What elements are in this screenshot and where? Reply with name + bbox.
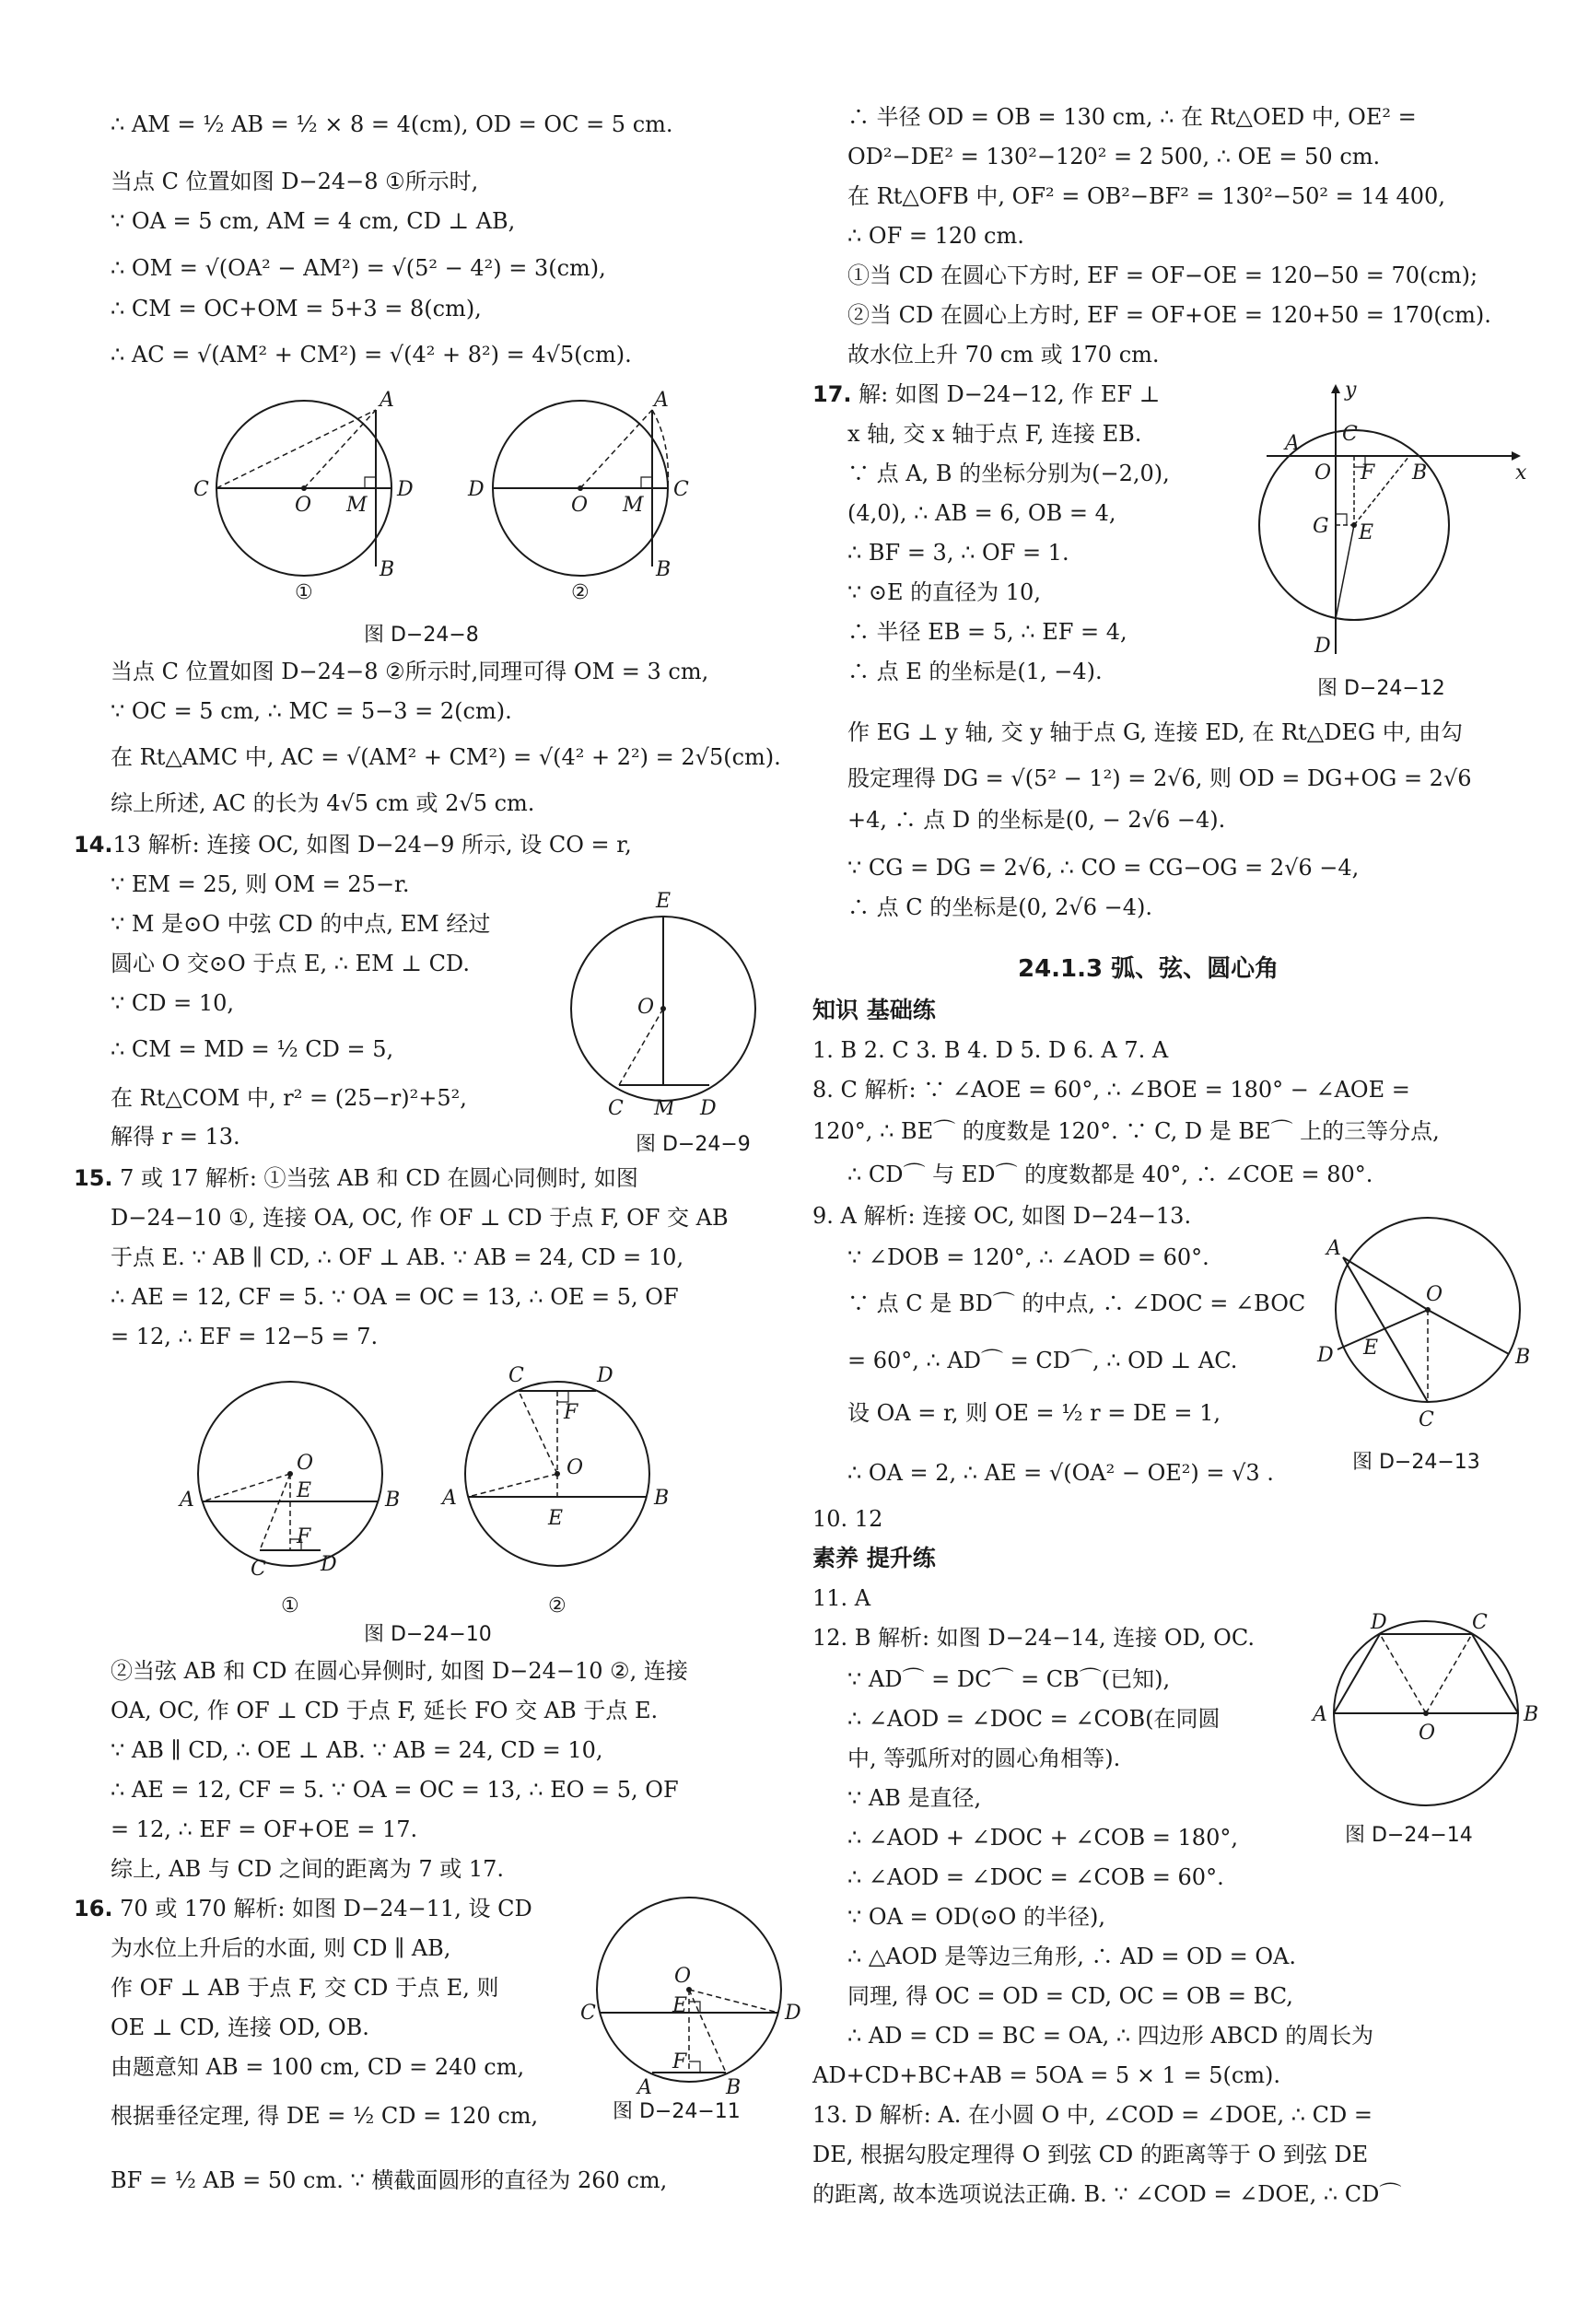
label-A: A: [637, 2076, 652, 2099]
text-line: ∴ ∠AOD = ∠DOC = ∠COB(在同圆: [847, 1706, 1221, 1732]
text-line: ∴ ∠AOD + ∠DOC + ∠COB = 180°,: [847, 1825, 1238, 1851]
text-line: ∴ CM = OC+OM = 5+3 = 8(cm),: [111, 296, 482, 321]
text-line: 股定理得 DG = √(5² − 1²) = 2√6, 则 OD = DG+OG = 2√6: [847, 765, 1472, 791]
label-E: E: [656, 890, 672, 913]
text-line: ∵ CG = DG = 2√6, ∴ CO = CG−OG = 2√6 −4,: [847, 855, 1360, 881]
label-A: A: [1326, 1237, 1341, 1260]
text-line: D−24−10 ①, 连接 OA, OC, 作 OF ⊥ CD 于点 F, OF 交 AB: [111, 1205, 729, 1231]
figure-caption: 图 D−24−12: [1317, 677, 1445, 700]
text-line: ∴ △AOD 是等边三角形, ∴ AD = OD = OA.: [847, 1944, 1296, 1969]
text-line: ②当 CD 在圆心上方时, EF = OF+OE = 120+50 = 170(cm).: [847, 302, 1491, 328]
figure-caption: 图 D−24−11: [613, 2100, 741, 2123]
text-line: ∵ CD = 10,: [111, 990, 235, 1016]
label-F: F: [672, 2050, 687, 2073]
text-line: OD²−DE² = 130²−120² = 2 500, ∴ OE = 50 cm.: [847, 144, 1381, 169]
circle-1: [178, 1382, 400, 1617]
label-C: C: [580, 2002, 596, 2025]
figure-d-24-10: [166, 1359, 737, 1626]
text-line: 解: 如图 D−24−12, 作 EF ⊥: [851, 381, 1161, 407]
label-A: A: [380, 389, 394, 412]
text-line: 8. C 解析: ∵ ∠AOE = 60°, ∴ ∠BOE = 180° − ∠AOE =: [812, 1077, 1410, 1103]
label-E: E: [1363, 1337, 1379, 1360]
text-line: ∴ AE = 12, CF = 5. ∵ OA = OC = 13, ∴ OE = 5, OF: [111, 1284, 679, 1310]
label-C: C: [251, 1558, 266, 1581]
text-line: ∵ OC = 5 cm, ∴ MC = 5−3 = 2(cm).: [111, 698, 512, 724]
label-D: D: [468, 478, 485, 501]
text-line: ①当 CD 在圆心下方时, EF = OF−OE = 120−50 = 70(cm);: [847, 263, 1478, 288]
text-line: +4, ∴ 点 D 的坐标是(0, − 2√6 −4).: [847, 807, 1226, 833]
text-line: 由题意知 AB = 100 cm, CD = 240 cm,: [111, 2054, 525, 2080]
text-line: 于点 E. ∵ AB ∥ CD, ∴ OF ⊥ AB. ∵ AB = 24, CD = 10,: [111, 1244, 684, 1270]
text-line: 故水位上升 70 cm 或 170 cm.: [847, 342, 1160, 368]
text-line: 当点 C 位置如图 D−24−8 ①所示时,: [111, 169, 479, 194]
figure-d-24-14: [1313, 1611, 1539, 1805]
text-line: ∴ AC = √(AM² + CM²) = √(4² + 8²) = 4√5(cm).: [111, 342, 632, 368]
question-number: 14.: [74, 832, 113, 858]
text-line: ∴ AD = CD = BC = OA, ∴ 四边形 ABCD 的周长为: [847, 2023, 1374, 2049]
text-line: ∴ AE = 12, CF = 5. ∵ OA = OC = 13, ∴ EO = 5, OF: [111, 1777, 679, 1803]
text-line: ∴ BF = 3, ∴ OF = 1.: [847, 540, 1069, 566]
label-C: C: [1342, 423, 1358, 446]
text-line: ∵ 点 A, B 的坐标分别为(−2,0),: [847, 461, 1170, 486]
text-line: ∵ OA = OD(⊙O 的半径),: [847, 1904, 1105, 1930]
text-line: 120°, ∴ BE⌒ 的度数是 120°. ∵ C, D 是 BE⌒ 上的三等分点,: [812, 1118, 1440, 1144]
label-D: D: [1314, 635, 1331, 658]
label-D: D: [700, 1097, 717, 1120]
text-line: 70 或 170 解析: 如图 D−24−11, 设 CD: [112, 1896, 532, 1921]
label-M: M: [623, 494, 644, 517]
figure-d-24-8: [166, 391, 718, 613]
label-E: E: [672, 1994, 688, 2017]
text-line: ∵ ∠DOB = 120°, ∴ ∠AOD = 60°.: [847, 1244, 1209, 1270]
text-line: = 12, ∴ EF = 12−5 = 7.: [111, 1324, 379, 1349]
text-line: 9. A 解析: 连接 OC, 如图 D−24−13.: [812, 1203, 1192, 1229]
text-line: ∴ 半径 EB = 5, ∴ EF = 4,: [847, 619, 1127, 645]
label-O: O: [567, 1456, 584, 1479]
text-line: = 12, ∴ EF = OF+OE = 17.: [111, 1816, 418, 1842]
text-line: 13 解析: 连接 OC, 如图 D−24−9 所示, 设 CO = r,: [112, 832, 632, 858]
label-F: F: [1361, 461, 1375, 485]
label-B: B: [654, 1487, 670, 1510]
text-line: 综上所述, AC 的长为 4√5 cm 或 2√5 cm.: [111, 790, 535, 816]
text-line: BF = ½ AB = 50 cm. ∵ 横截面圆形的直径为 260 cm,: [111, 2167, 668, 2193]
label-B: B: [656, 558, 672, 581]
text-line: ∵ OA = 5 cm, AM = 4 cm, CD ⊥ AB,: [111, 208, 516, 234]
figure-d-24-13: [1317, 1216, 1531, 1437]
label-A: A: [1285, 432, 1300, 455]
label-x: x: [1515, 461, 1527, 485]
label-C: C: [193, 478, 209, 501]
label-E: E: [297, 1479, 312, 1502]
figure-d-24-11: [580, 1898, 801, 2100]
circle-2: [467, 389, 689, 604]
figure-caption: 图 D−24−8: [364, 624, 479, 647]
text-line: ∴ OM = √(OA² − AM²) = √(5² − 4²) = 3(cm),: [111, 255, 606, 281]
text-line: ∴ ∠AOD = ∠DOC = ∠COB = 60°.: [847, 1864, 1224, 1890]
label-B: B: [1515, 1346, 1531, 1369]
sub-label-2: ②: [548, 1594, 567, 1617]
text-line: 设 OA = r, 则 OE = ½ r = DE = 1,: [847, 1400, 1221, 1426]
label-O: O: [637, 996, 655, 1019]
answer-line: 10. 12: [812, 1506, 883, 1532]
question-number: 17.: [812, 381, 852, 407]
text-line: 中, 等弧所对的圆心角相等).: [847, 1746, 1121, 1771]
text-line: 圆心 O 交⊙O 于点 E, ∴ EM ⊥ CD.: [111, 951, 470, 976]
text-line: x 轴, 交 x 轴于点 F, 连接 EB.: [847, 421, 1142, 447]
text-line: 根据垂径定理, 得 DE = ½ CD = 120 cm,: [111, 2103, 539, 2129]
label-O: O: [1426, 1283, 1443, 1306]
label-F: F: [297, 1525, 311, 1548]
text-line: 在 Rt△COM 中, r² = (25−r)²+5²,: [111, 1085, 467, 1111]
label-O: O: [1419, 1722, 1436, 1745]
label-C: C: [1472, 1611, 1488, 1634]
text-line: (4,0), ∴ AB = 6, OB = 4,: [847, 500, 1116, 526]
text-line: ∵ M 是⊙O 中弦 CD 的中点, EM 经过: [111, 911, 491, 937]
sub-label-1: ①: [281, 1594, 299, 1617]
circle-1: [193, 389, 414, 604]
figure-caption: 图 D−24−14: [1345, 1824, 1473, 1847]
label-B: B: [726, 2076, 742, 2099]
text-line: 作 OF ⊥ AB 于点 F, 交 CD 于点 E, 则: [111, 1975, 499, 2001]
label-O: O: [571, 494, 589, 517]
text-line: 作 EG ⊥ y 轴, 交 y 轴于点 G, 连接 ED, 在 Rt△DEG 中, 由勾: [847, 719, 1464, 745]
figure-d-24-9: [562, 884, 765, 1124]
label-O: O: [1314, 461, 1332, 485]
label-E: E: [548, 1507, 564, 1530]
text-line: 12. B 解析: 如图 D−24−14, 连接 OD, OC.: [812, 1625, 1255, 1651]
question-number: 16.: [74, 1896, 113, 1921]
label-D: D: [1371, 1611, 1387, 1634]
text-line: ∴ OF = 120 cm.: [847, 223, 1024, 249]
figure-caption: 图 D−24−13: [1352, 1451, 1480, 1474]
label-A: A: [654, 389, 669, 412]
text-line: OA, OC, 作 OF ⊥ CD 于点 F, 延长 FO 交 AB 于点 E.: [111, 1698, 659, 1723]
figure-d-24-12: [1257, 378, 1529, 663]
label-A: A: [1313, 1703, 1327, 1726]
text-line: 在 Rt△AMC 中, AC = √(AM² + CM²) = √(4² + 2²) = 2√5(cm).: [111, 744, 781, 770]
label-C: C: [608, 1097, 624, 1120]
label-C: C: [673, 478, 689, 501]
label-O: O: [295, 494, 312, 517]
label-B: B: [1412, 461, 1428, 485]
text-line: 在 Rt△OFB 中, OF² = OB²−BF² = 130²−50² = 14 400,: [847, 183, 1445, 209]
text-line: AD+CD+BC+AB = 5OA = 5 × 1 = 5(cm).: [812, 2062, 1281, 2088]
label-B: B: [385, 1489, 401, 1512]
text-line: ∵ 点 C 是 BD⌒ 的中点, ∴ ∠DOC = ∠BOC: [847, 1290, 1306, 1316]
label-F: F: [564, 1401, 578, 1424]
text-line: DE, 根据勾股定理得 O 到弦 CD 的距离等于 O 到弦 DE: [812, 2142, 1369, 2167]
label-O: O: [674, 1965, 692, 1988]
text-line: ∴ CD⌒ 与 ED⌒ 的度数都是 40°, ∴ ∠COE = 80°.: [847, 1162, 1373, 1187]
text-line: 同理, 得 OC = OD = CD, OC = OB = BC,: [847, 1983, 1293, 2009]
label-A: A: [442, 1487, 457, 1510]
text-line: 13. D 解析: A. 在小圆 O 中, ∠COD = ∠DOE, ∴ CD =: [812, 2102, 1373, 2128]
label-y: y: [1345, 379, 1357, 402]
text-line: ∴ OA = 2, ∴ AE = √(OA² − OE²) = √3 .: [847, 1460, 1274, 1486]
label-B: B: [380, 558, 395, 581]
label-D: D: [1317, 1344, 1334, 1367]
label-B: B: [1524, 1703, 1539, 1726]
text-line: ∵ AB ∥ CD, ∴ OE ⊥ AB. ∵ AB = 24, CD = 10,: [111, 1737, 603, 1763]
subsection-heading: 素养 提升练: [812, 1545, 936, 1571]
text-line: ∵ AD⌒ = DC⌒ = CB⌒(已知),: [847, 1666, 1171, 1692]
label-D: D: [321, 1553, 337, 1576]
text-line: 的距离, 故本选项说法正确. B. ∵ ∠COD = ∠DOE, ∴ CD⌒: [812, 2181, 1402, 2207]
subsection-heading: 知识 基础练: [812, 997, 936, 1023]
section-heading: 24.1.3 弧、弦、圆心角: [1018, 955, 1279, 983]
text-line: ∴ CM = MD = ½ CD = 5,: [111, 1036, 394, 1062]
text-line: ∴ 点 C 的坐标是(0, 2√6 −4).: [847, 894, 1152, 920]
label-M: M: [654, 1097, 675, 1120]
text-line: 当点 C 位置如图 D−24−8 ②所示时,同理可得 OM = 3 cm,: [111, 659, 709, 684]
text-line: ∴ 点 E 的坐标是(1, −4).: [847, 659, 1103, 684]
label-O: O: [297, 1452, 314, 1475]
label-A: A: [180, 1489, 194, 1512]
question-number: 15.: [74, 1165, 113, 1191]
text-line: ∵ ⊙E 的直径为 10,: [847, 579, 1041, 605]
text-line: = 60°, ∴ AD⌒ = CD⌒, ∴ OD ⊥ AC.: [847, 1348, 1238, 1373]
label-D: D: [397, 478, 414, 501]
text-line: 综上, AB 与 CD 之间的距离为 7 或 17.: [111, 1856, 505, 1882]
text-line: 解得 r = 13.: [111, 1124, 240, 1150]
figure-caption: 图 D−24−10: [364, 1623, 492, 1646]
label-E: E: [1359, 521, 1374, 544]
label-C: C: [1419, 1408, 1434, 1431]
text-line: 为水位上升后的水面, 则 CD ∥ AB,: [111, 1935, 451, 1961]
text-line: 7 或 17 解析: ①当弦 AB 和 CD 在圆心同侧时, 如图: [112, 1165, 638, 1191]
text-line: ∵ AB 是直径,: [847, 1785, 982, 1811]
answer-line: 1. B 2. C 3. B 4. D 5. D 6. A 7. A: [812, 1037, 1169, 1063]
figure-caption: 图 D−24−9: [636, 1133, 751, 1156]
label-C: C: [508, 1364, 524, 1387]
label-M: M: [346, 494, 368, 517]
text-line: ∴ AM = ½ AB = ½ × 8 = 4(cm), OD = OC = 5 cm.: [111, 111, 673, 137]
text-line: ∵ EM = 25, 则 OM = 25−r.: [111, 871, 410, 897]
text-line: ②当弦 AB 和 CD 在圆心异侧时, 如图 D−24−10 ②, 连接: [111, 1658, 688, 1684]
label-D: D: [597, 1364, 613, 1387]
text-line: OE ⊥ CD, 连接 OD, OB.: [111, 2015, 369, 2040]
label-D: D: [785, 2002, 801, 2025]
sub-label-2: ②: [571, 581, 590, 604]
sub-label-1: ①: [295, 581, 313, 604]
answer-line: 11. A: [812, 1585, 871, 1611]
label-G: G: [1313, 515, 1329, 538]
text-line: ∴ 半径 OD = OB = 130 cm, ∴ 在 Rt△OED 中, OE² =: [847, 104, 1417, 130]
circle-2: [440, 1364, 669, 1617]
